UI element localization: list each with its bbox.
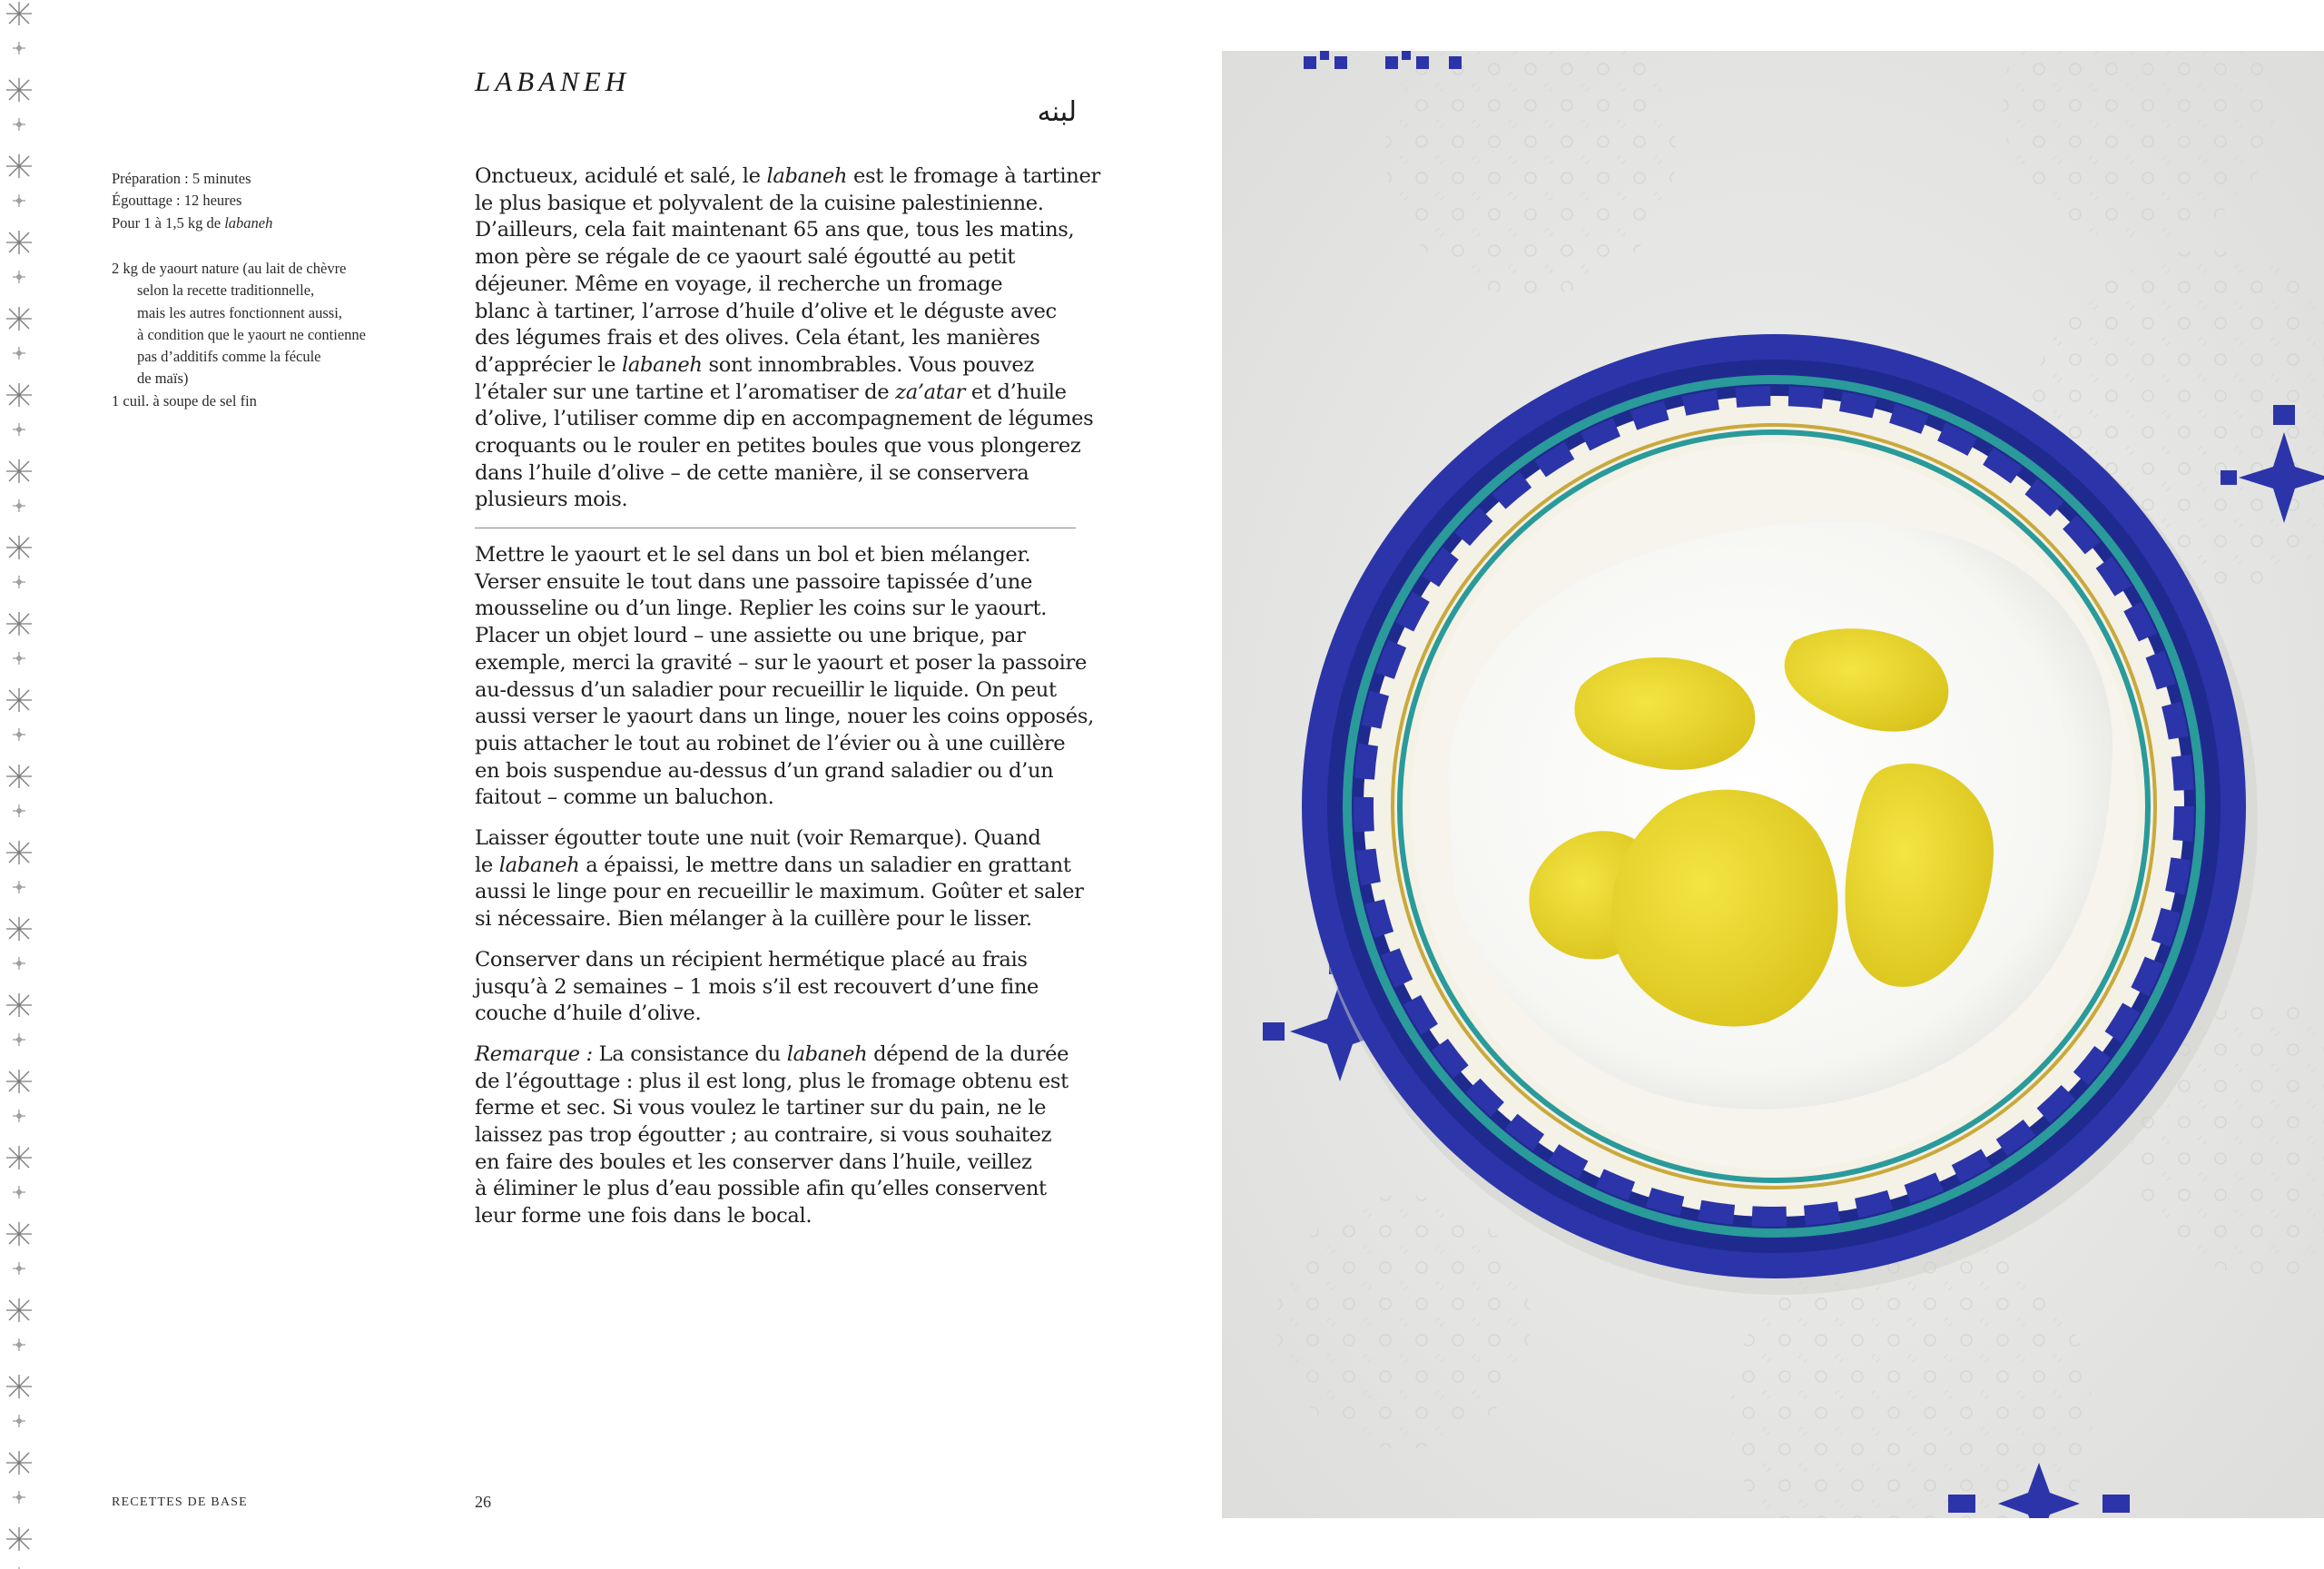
border-motif <box>6 231 32 254</box>
border-motif <box>6 765 32 788</box>
border-motif <box>13 42 25 54</box>
decorative-border <box>0 0 40 1569</box>
border-motif <box>13 728 25 741</box>
border-motif <box>6 1070 32 1093</box>
border-motif <box>13 957 25 970</box>
section-name: RECETTES DE BASE <box>112 1495 248 1509</box>
border-motif <box>6 1146 32 1169</box>
border-motif <box>6 612 32 636</box>
border-motif <box>6 78 32 102</box>
border-motif <box>13 576 25 588</box>
border-motif <box>6 2 32 25</box>
border-motif <box>6 1222 32 1246</box>
ingredient-salt: 1 cuil. à soupe de sel fin <box>112 391 257 410</box>
border-motif <box>13 1415 25 1427</box>
preparation-time: Préparation : 5 minutes <box>112 170 251 187</box>
border-motif <box>13 1338 25 1351</box>
border-motif <box>13 1110 25 1122</box>
border-motif <box>13 118 25 131</box>
border-motif <box>6 536 32 559</box>
note-paragraph: Remarque : La consistance du labaneh dépend de la durée de l’égouttage : plus il est long, plus le fromage obtenu est ferme et sec. Si vous voulez le tartiner sur du pain, ne le laissez pas trop égoutter ; au contraire, si vous souhaitez en faire des boules et les conserver dans l’huile, veillez à éliminer le plus d’eau possible afin qu’elles conservent leur forme une fois dans le bocal. <box>475 1041 1069 1229</box>
border-motif <box>6 688 32 712</box>
border-motif <box>6 383 32 407</box>
border-motif <box>13 1186 25 1199</box>
border-motif <box>6 993 32 1017</box>
recipe-title: LABANEH <box>475 65 631 97</box>
ingredients-list <box>112 258 420 412</box>
border-motif <box>13 1491 25 1504</box>
border-motif <box>13 499 25 512</box>
draining-time: Égouttage : 12 heures <box>112 192 242 210</box>
border-motif <box>6 1527 32 1551</box>
method-paragraph: Mettre le yaourt et le sel dans un bol et bien mélanger. Verser ensuite le tout dans une passoire tapissée d’une mousseline ou d’un linge. Replier les coins sur le yaourt. Placer un objet lourd – une assiette ou une brique, par exemple, merci la gravité – sur le yaourt et poser la passoire au-dessus d’un saladier pour recueillir le liquide. On peut aussi verser le yaourt dans un linge, nouer les coins opposés, puis attacher le tout au robinet de l’évier ou à une cuillère en bois suspendue au-dessus d’un grand saladier ou d’un faitout – comme un baluchon. <box>475 543 1094 810</box>
border-motif <box>13 271 25 283</box>
border-motif <box>6 1375 32 1398</box>
border-motif <box>13 1033 25 1046</box>
method-paragraph: Conserver dans un récipient hermétique placé au frais jusqu’à 2 semaines – 1 mois s’il est recouvert d’une fine couche d’huile d’olive. <box>475 947 1039 1026</box>
recipe-meta <box>112 168 420 234</box>
border-motif <box>13 347 25 360</box>
intro-paragraph: Onctueux, acidulé et salé, le labaneh est le fromage à tartiner le plus basique et polyvalent de la cuisine palestinienne. D’ailleurs, cela fait maintenant 65 ans que, tous les matins, mon père se régale de ce yaourt salé égoutté au petit déjeuner. Même en voyage, il recherche un fromage blanc à tartiner, l’arrose d’huile d’olive et le déguste avec des légumes frais et des olives. Cela étant, les manières d’apprécier le labaneh sont innombrables. Vous pouvez l’étaler sur une tartine et l’aromatiser de za’atar et d’huile d’olive, l’utiliser comme dip en accompagnement de légumes croquants ou le rouler en petites boules que vous plongerez dans l’huile d’olive – de cette manière, il se conservera plusieurs mois. <box>475 164 1100 512</box>
border-motif <box>13 194 25 207</box>
border-motif <box>6 917 32 941</box>
labaneh-photo <box>1222 51 2324 1518</box>
border-motif <box>6 154 32 178</box>
border-motif <box>6 841 32 864</box>
border-motif <box>6 1451 32 1475</box>
method-paragraph: Laisser égoutter toute une nuit (voir Remarque). Quand le labaneh a épaissi, le mettre dans un saladier en grattant aussi le linge pour en recueillir le maximum. Goûter et saler si nécessaire. Bien mélanger à la cuillère pour le lisser. <box>475 826 1084 932</box>
yield: Pour 1 à 1,5 kg de labaneh <box>112 213 273 232</box>
border-motif <box>6 1298 32 1322</box>
page-number: 26 <box>475 1493 491 1511</box>
method-steps <box>475 542 1094 1230</box>
border-motif <box>13 881 25 893</box>
border-motif <box>13 804 25 817</box>
border-motif <box>13 1262 25 1275</box>
ingredient-yogurt: 2 kg de yaourt nature (au lait de chèvre selon la recette traditionnelle, mais les autres fonctionnent aussi, à condition que le yaourt ne contienne pas d’additifs comme la fécule de maïs) <box>112 260 366 388</box>
border-motif <box>6 307 32 331</box>
arabic-title: لبنه <box>1037 96 1077 128</box>
border-motif <box>13 652 25 665</box>
border-motif <box>6 459 32 483</box>
border-motif <box>13 423 25 436</box>
